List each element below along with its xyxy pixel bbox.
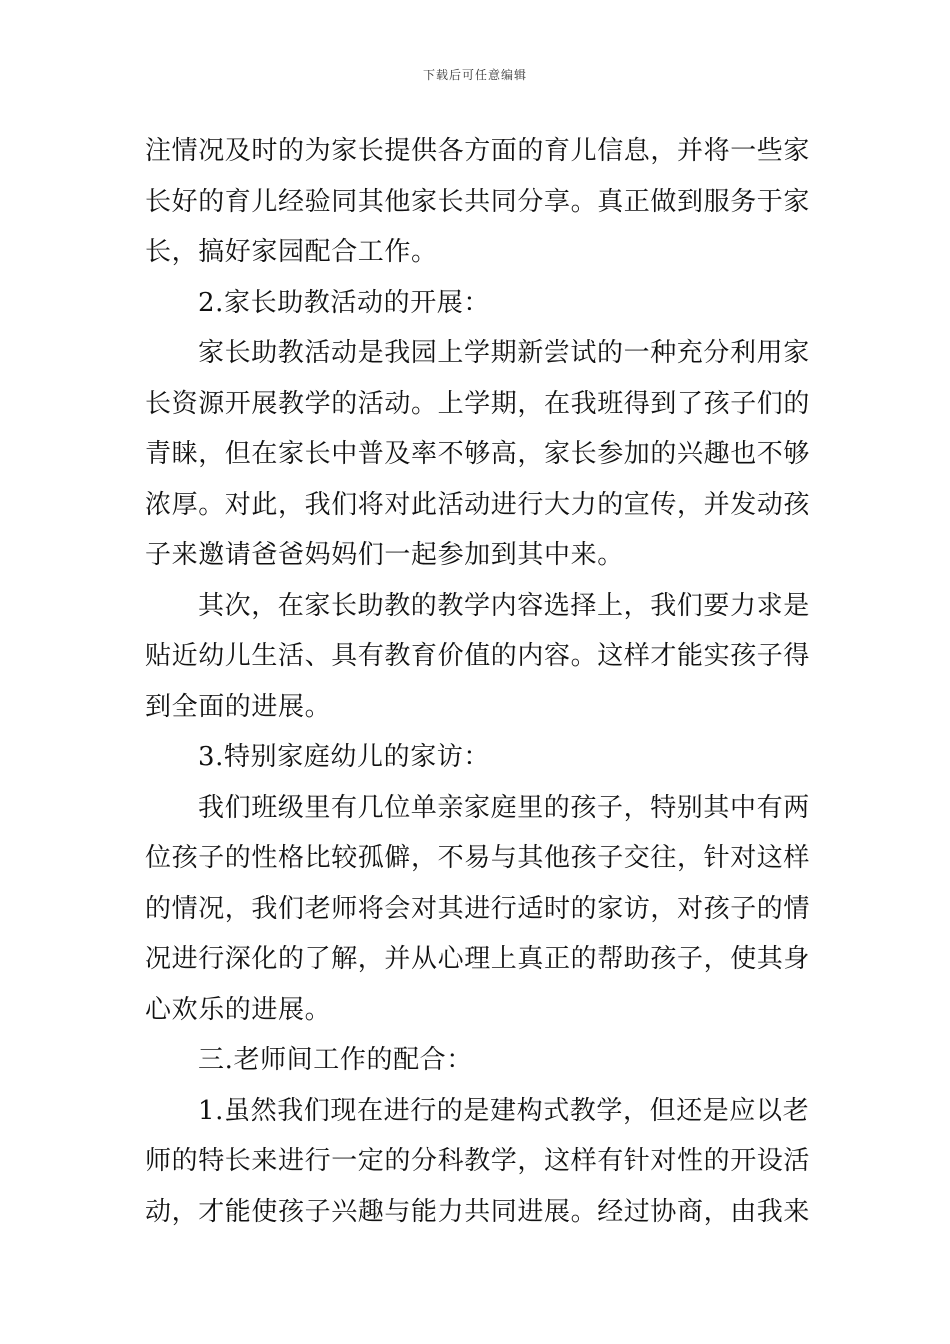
page-header: 下载后可任意编辑: [422, 68, 527, 82]
text-line: 师的特长来进行一定的分科教学，这样有针对性的开设活: [145, 1146, 811, 1176]
text-line: 贴近幼儿生活、具有教育价值的内容。这样才能实孩子得: [145, 641, 811, 671]
text-line: 注情况及时的为家长提供各方面的育儿信息，并将一些家: [145, 136, 811, 166]
section-heading: 2.家长助教活动的开展：: [198, 287, 491, 318]
paragraph-start: 1.虽然我们现在进行的是建构式教学，但还是应以老: [198, 1095, 810, 1126]
paragraph-start: 家长助教活动是我园上学期新尝试的一种充分利用家: [198, 338, 810, 368]
text-line: 心欢乐的进展。: [145, 994, 332, 1025]
text-line: 青睐，但在家长中普及率不够高，家长参加的兴趣也不够: [145, 439, 811, 469]
text-line: 况进行深化的了解，并从心理上真正的帮助孩子，使其身: [145, 944, 811, 974]
paragraph-start: 其次，在家长助教的教学内容选择上，我们要力求是: [198, 590, 810, 621]
text-line: 动，才能使孩子兴趣与能力共同进展。经过协商，由我来: [145, 1196, 811, 1227]
paragraph-start: 我们班级里有几位单亲家庭里的孩子，特别其中有两: [198, 792, 810, 823]
text-line: 到全面的进展。: [145, 691, 332, 722]
text-line: 长好的育儿经验同其他家长共同分享。真正做到服务于家: [145, 186, 811, 217]
section-heading: 3.特别家庭幼儿的家访：: [198, 742, 491, 772]
text-line: 位孩子的性格比较孤僻，不易与其他孩子交往，针对这样: [145, 843, 811, 873]
section-heading: 三.老师间工作的配合：: [198, 1045, 473, 1075]
text-line: 长，搞好家园配合工作。: [145, 237, 438, 267]
text-line: 子来邀请爸爸妈妈们一起参加到其中来。: [145, 540, 624, 570]
document-body: [145, 126, 810, 1237]
text-line: 长资源开展教学的活动。上学期，在我班得到了孩子们的: [145, 388, 811, 419]
text-line: 的情况，我们老师将会对其进行适时的家访，对孩子的情: [145, 893, 811, 924]
text-line: 浓厚。对此，我们将对此活动进行大力的宣传，并发动孩: [145, 489, 811, 520]
